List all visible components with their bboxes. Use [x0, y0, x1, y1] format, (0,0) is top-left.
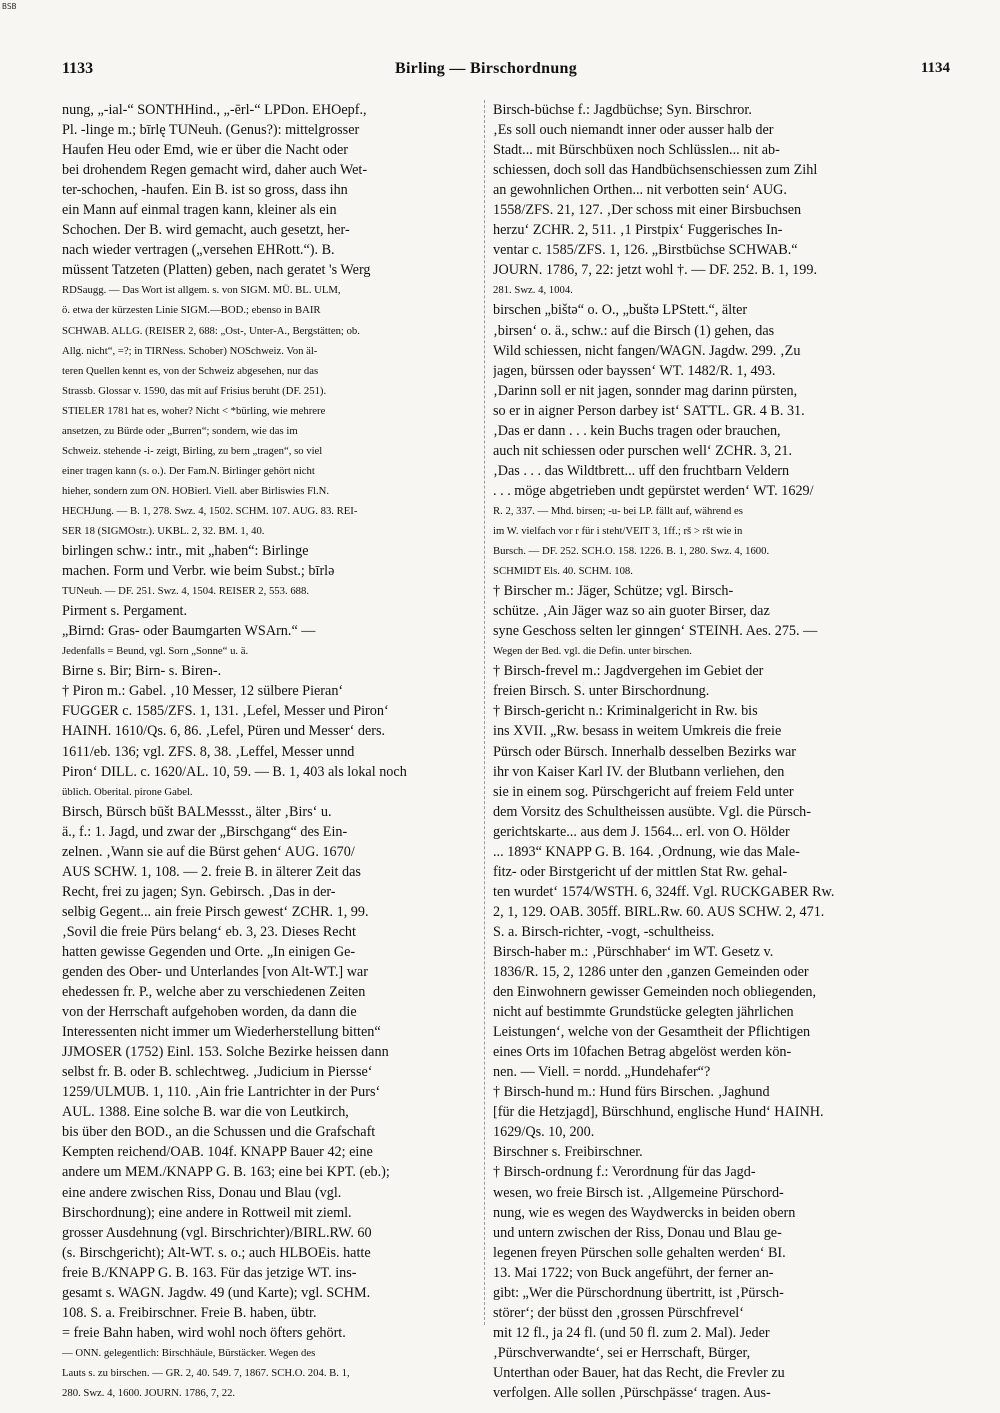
text-line: 1558/ZFS. 21, 127. ‚Der schoss mit einer Birsbuchsen — [493, 202, 802, 219]
text-line: ‚Es soll ouch niemandt inner oder ausser halb der — [493, 122, 774, 139]
text-line: ihr von Kaiser Karl IV. der Blutbann verliehen, den — [493, 763, 785, 780]
text-line: ‚birsen‘ o. ä., schw.: auf die Birsch (1) gehen, das — [493, 322, 775, 339]
text-line: ins XVII. „Rw. besass in weitem Umkreis die freie — [493, 723, 782, 740]
text-line: sie in einem sog. Pürschgericht auf freiem Feld unter — [493, 783, 794, 800]
text-line: genden des Ober- und Unterlandes [von Alt-WT.] war — [62, 964, 368, 981]
text-line: Pl. -linge m.; bīrlę TUNeuh. (Genus?): mittelgrosser — [62, 122, 360, 139]
text-line: 108. S. a. Freibirschner. Freie B. haben, übtr. — [62, 1304, 317, 1321]
text-line: wesen, wo freie Birsch ist. ‚Allgemeine Pürschord- — [493, 1184, 784, 1201]
text-line: den Einwohnern gewisser Gemeinden noch obliegenden, — [493, 984, 817, 1001]
text-line: Wegen der Bed. vgl. die Defin. unter birschen. — [493, 645, 692, 658]
text-line: nach wieder vertragen („versehen EHRott.“). B. — [62, 242, 335, 259]
text-line: 1611/eb. 136; vgl. ZFS. 8, 38. ‚Leffel, Messer unnd — [62, 743, 355, 760]
right-page-number: 1134 — [920, 60, 950, 76]
text-line: ‚Das . . . das Wildtbrett... uff den fruchtbarn Veldern — [493, 462, 790, 479]
text-line: teren Quellen kennt es, von der Schweiz abgesehen, nur das — [62, 364, 319, 377]
text-line: nicht auf bestimmte Grundstücke gelegten jährlichen — [493, 1004, 794, 1021]
text-line: (s. Birschgericht); Alt-WT. s. o.; auch HLBOEis. hatte — [62, 1244, 371, 1261]
text-line: dem Vorsitz des Schultheissen ausübte. Vgl. die Pürsch- — [493, 803, 812, 820]
text-line: Birschner s. Freibirschner. — [493, 1144, 643, 1161]
text-line: schiessen, doch soll das Handbüchsenschiessen zum Zihl — [493, 162, 818, 179]
text-line: [für die Hetzjagd], Bürschhund, englische Hund‘ HAINH. — [493, 1104, 824, 1121]
right-column — [493, 100, 910, 1403]
text-line: störer‘; der büsst den ‚grossen Pürschfrevel‘ — [493, 1304, 744, 1321]
library-stamp: BSB — [2, 2, 17, 11]
text-line: „Birnd: Gras- oder Baumgarten WSArn.“ — — [62, 623, 316, 640]
text-line: zelnen. ‚Wann sie auf die Bürst gehen‘ AUG. 1670/ — [62, 843, 355, 860]
text-line: Stadt... mit Bürschbüxen noch Schlüsslen... nit ab- — [493, 142, 780, 159]
text-line: ter-schochen, -haufen. Ein B. ist so gross, dass ihn — [62, 182, 348, 199]
text-line: Schweiz. stehende -i- zeigt, Birling, zu bern „tragen“, so viel — [62, 444, 323, 457]
text-line: Kempten reichend/OAB. 104f. KNAPP Bauer 42; eine — [62, 1144, 373, 1161]
text-line: R. 2, 337. — Mhd. birsen; -u- bei LP. fällt auf, während es — [493, 504, 743, 517]
text-line: 1629/Qs. 10, 200. — [493, 1124, 595, 1141]
text-line: Birsch-büchse f.: Jagdbüchse; Syn. Birschror. — [493, 102, 752, 118]
text-line: mit 12 fl., ja 24 fl. (und 50 fl. zum 2. Mal). Jeder — [493, 1324, 770, 1341]
text-line: Jedenfalls = Beund, vgl. Sorn „Sonne“ u. ä. — [62, 645, 249, 658]
text-line: † Birscher m.: Jäger, Schütze; vgl. Birsch- — [493, 583, 734, 600]
text-line: Bursch. — DF. 252. SCH.O. 158. 1226. B. 1, 280. Swz. 4, 1600. — [493, 545, 770, 558]
text-line: ö. etwa der kürzesten Linie SIGM.—BOD.; ebenso in BAIR — [62, 304, 321, 317]
text-line: Haufen Heu oder Emd, wie er über die Nacht oder — [62, 142, 348, 159]
text-line: Pirment s. Pergament. — [62, 603, 188, 620]
text-line: machen. Form und Verbr. wie beim Subst.; bīrlə — [62, 563, 335, 580]
text-line: Unterthan oder Bauer, hat das Recht, die Frevler zu — [493, 1364, 785, 1381]
text-line: JJMOSER (1752) Einl. 153. Solche Bezirke heissen dann — [62, 1044, 389, 1061]
text-line: eines Orts im 10fachen Betrag abgelöst werden kön- — [493, 1044, 792, 1061]
text-line: HECHJung. — B. 1, 278. Swz. 4, 1502. SCHM. 107. AUG. 83. REI- — [62, 504, 358, 517]
text-line: ventar c. 1585/ZFS. 1, 126. „Birstbüchse SCHWAB.“ — [493, 242, 798, 259]
text-line: üblich. Oberital. pirone Gabel. — [62, 785, 193, 798]
text-line: Pürsch oder Bürsch. Innerhalb desselben Bezirks war — [493, 743, 796, 760]
text-line: birlingen schw.: intr., mit „haben“: Birlinge — [62, 543, 309, 560]
text-line: gesamt s. WAGN. Jagdw. 49 (und Karte); vgl. SCHM. — [62, 1284, 371, 1301]
text-line: ‚Das er dann . . . kein Buchs tragen oder brauchen, — [493, 422, 781, 439]
text-line: grosser Ausdehnung (vgl. Birschrichter)/BIRL.RW. 60 — [62, 1224, 372, 1241]
text-line: Strassb. Glossar v. 1590, das mit auf Frisius beruht (DF. 251). — [62, 384, 327, 397]
text-line: 281. Swz. 4, 1004. — [493, 284, 573, 297]
text-line: SCHMIDT Els. 40. SCHM. 108. — [493, 565, 633, 578]
text-line: JOURN. 1786, 7, 22: jetzt wohl †. — DF. 252. B. 1, 199. — [493, 262, 817, 279]
text-line: † Birsch-hund m.: Hund fürs Birschen. ‚Jaghund — [493, 1084, 770, 1101]
text-line: legenen freyen Pürschen solle gehalten werden‘ BI. — [493, 1244, 786, 1261]
text-line: müssent Tatzeten (Platten) geben, nach geratet 's Werg — [62, 262, 371, 279]
left-page-number: 1133 — [62, 60, 94, 77]
text-line: † Piron m.: Gabel. ‚10 Messer, 12 sülbere Pieran‘ — [62, 683, 344, 700]
text-line: Lauts s. zu birschen. — GR. 2, 40. 549. 7, 1867. SCH.O. 204. B. 1, — [62, 1366, 350, 1379]
text-line: bis über den BOD., an die Schussen und die Grafschaft — [62, 1124, 376, 1141]
text-line: Birsch, Bürsch būšt BALMessst., älter ‚Birs‘ u. — [62, 803, 332, 820]
text-line: Birschordnung); eine andere in Rottweil mit zieml. — [62, 1204, 352, 1221]
text-line: 1259/ULMUB. 1, 110. ‚Ain frie Lantrichter in der Purs‘ — [62, 1084, 381, 1101]
text-line: selbst fr. B. oder B. schlechtweg. ‚Judicium in Piersse‘ — [62, 1064, 373, 1081]
text-line: ‚Pürschverwandte‘, sei er Herrschaft, Bürger, — [493, 1344, 751, 1361]
text-line: . . . möge abgetrieben undt gepürstet werden‘ WT. 1629/ — [493, 482, 814, 499]
text-line: nung, wie es wegen des Waydwercks in beiden obern — [493, 1204, 796, 1221]
text-line: 280. Swz. 4, 1600. JOURN. 1786, 7, 22. — [62, 1387, 236, 1399]
text-line: Interessenten nicht immer um Wiederherstellung bitten“ — [62, 1024, 381, 1041]
text-line: 1836/R. 15, 2, 1286 unter den ‚ganzen Gemeinden oder — [493, 964, 809, 981]
text-line: 2, 1, 129. OAB. 305ff. BIRL.Rw. 60. AUS SCHW. 2, 471. — [493, 903, 825, 920]
text-line: hatten gewisse Gegenden und Orte. „In einigen Ge- — [62, 943, 356, 960]
text-line: Leistungen‘, welche von der Gesamtheit der Pflichtigen — [493, 1024, 811, 1041]
text-line: † Birsch-frevel m.: Jagdvergehen im Gebiet der — [493, 663, 764, 680]
text-line: ‚Darinn soll er nit jagen, sonnder mag darinn pürsten, — [493, 382, 798, 399]
text-line: von der Herrschaft aufgehoben worden, da dann die — [62, 1004, 357, 1021]
text-line: verfolgen. Alle sollen ‚Pürschpässe‘ tragen. Aus- — [493, 1385, 771, 1401]
text-line: fitz- oder Birstgericht uf der mittlen Stat Rw. gehal- — [493, 863, 788, 880]
text-line: = freie Bahn haben, wird wohl noch öfters gehört. — [62, 1324, 346, 1341]
text-line: eine andere zwischen Riss, Donau und Blau (vgl. — [62, 1184, 342, 1201]
text-line: RDSaugg. — Das Wort ist allgem. s. von SIGM. MÜ. BL. ULM, — [62, 284, 341, 297]
text-line: SCHWAB. ALLG. (REISER 2, 688: „Ost-, Unter-A., Bergstätten; ob. — [62, 324, 360, 337]
text-line: FUGGER c. 1585/ZFS. 1, 131. ‚Lefel, Messer und Piron‘ — [62, 703, 389, 720]
text-line: freie B./KNAPP G. B. 163. Für das jetzige WT. ins- — [62, 1264, 357, 1281]
text-line: ein Mann auf einmal tragen kann, kleiner als ein — [62, 202, 337, 219]
text-line: AUS SCHW. 1, 108. — 2. freie B. in älterer Zeit das — [62, 863, 361, 880]
text-line: Birne s. Bir; Birn- s. Biren-. — [62, 663, 222, 680]
page-header — [62, 60, 950, 88]
text-line: AUL. 1388. Eine solche B. war die von Leutkirch, — [62, 1104, 349, 1121]
text-line: im W. vielfach vor r für i steht/VEIT 3, 1ff.; rš > ršt wie in — [493, 524, 743, 537]
text-line: auch nit schiessen oder purschen well‘ ZCHR. 3, 21. — [493, 442, 793, 459]
text-line: an gewohnlichen Orthen... nit verbotten sein‘ AUG. — [493, 182, 787, 199]
text-line: TUNeuh. — DF. 251. Swz. 4, 1504. REISER 2, 553. 688. — [62, 585, 310, 598]
text-line: STIELER 1781 hat es, woher? Nicht < *bürling, wie mehrere — [62, 404, 326, 417]
text-line: gerichtskarte... aus dem J. 1564... erl. von O. Hölder — [493, 823, 790, 840]
text-line: ... 1893“ KNAPP G. B. 164. ‚Ordnung, wie das Male- — [493, 843, 800, 860]
text-line: ‚Sovil die freie Pürs belang‘ eb. 3, 23. Dieses Recht — [62, 923, 356, 940]
text-line: Schochen. Der B. wird gemacht, auch gesetzt, her- — [62, 222, 350, 239]
text-line: hieher, sondern zum ON. HOBierl. Viell. aber Birliswies Fl.N. — [62, 484, 330, 497]
text-line: bei drohendem Regen gemacht wird, daher auch Wet- — [62, 162, 368, 179]
text-line: Piron‘ DILL. c. 1620/AL. 10, 59. — B. 1, 403 als lokal noch — [62, 763, 407, 780]
text-line: gibt: „Wer die Pürschordnung übertritt, ist ‚Pürsch- — [493, 1284, 784, 1301]
text-line: nung, „-ial-“ SONTHHind., „-ērl-“ LPDon. EHOepf., — [62, 102, 367, 118]
text-line: ehedessen fr. P., welche aber zu verschiedenen Zeiten — [62, 984, 366, 1001]
left-column — [62, 100, 477, 1403]
text-line: ä., f.: 1. Jagd, und zwar der „Birschgang“ des Ein- — [62, 823, 348, 840]
text-line: † Birsch-ordnung f.: Verordnung für das Jagd- — [493, 1164, 756, 1181]
text-line: und untern zwischen der Riss, Donau und Blau ge- — [493, 1224, 782, 1241]
text-line: birschen „bištə“ o. O., „buštə LPStett.“, älter — [493, 302, 748, 319]
text-line: — ONN. gelegentlich: Birschhäule, Bürstäcker. Wegen des — [62, 1346, 316, 1359]
text-line: ten wurdet‘ 1574/WSTH. 6, 324ff. Vgl. RUCKGABER Rw. — [493, 883, 835, 900]
text-line: SER 18 (SIGMOstr.). UKBL. 2, 32. BM. 1, 40. — [62, 524, 265, 537]
text-line: 13. Mai 1722; von Buck angeführt, der ferner an- — [493, 1264, 774, 1281]
text-line: freien Birsch. S. unter Birschordnung. — [493, 683, 710, 700]
text-line: Birsch-haber m.: ‚Pürschhaber‘ im WT. Gesetz v. — [493, 943, 774, 960]
running-title: Birling — Birschordnung — [394, 60, 578, 77]
text-line: schütze. ‚Ain Jäger waz so ain guoter Birser, daz — [493, 603, 770, 620]
text-line: Recht, frei zu jagen; Syn. Gebirsch. ‚Das in der- — [62, 883, 336, 900]
text-line: selbig Gegent... ain freie Pirsch gewest‘ ZCHR. 1, 99. — [62, 903, 369, 920]
text-line: herzu‘ ZCHR. 2, 511. ‚1 Pirstpix‘ Fuggerisches In- — [493, 222, 783, 239]
text-line: † Birsch-gericht n.: Kriminalgericht in Rw. bis — [493, 703, 758, 720]
text-line: S. a. Birsch-richter, -vogt, -schultheiss. — [493, 923, 715, 940]
text-line: einer tragen kann (s. o.). Der Fam.N. Birlinger gehört nicht — [62, 464, 315, 477]
text-line: syne Geschoss selten ler ginngen‘ STEINH. Aes. 275. — — [493, 623, 818, 640]
text-line: jagen, bürssen oder bayssen‘ WT. 1482/R. 1, 493. — [493, 362, 776, 379]
text-line: HAINH. 1610/Qs. 6, 86. ‚Lefel, Püren und Messer‘ ders. — [62, 723, 386, 740]
text-line: andere um MEM./KNAPP G. B. 163; eine bei KPT. (eb.); — [62, 1164, 390, 1181]
text-line: Allg. nicht“, =?; in TIRNess. Schober) NOSchweiz. Von äl- — [62, 344, 318, 357]
column-divider — [484, 100, 485, 1325]
text-line: so er in aigner Person darbey ist‘ SATTL. GR. 4 B. 31. — [493, 402, 805, 419]
text-line: nen. — Viell. = nordd. „Hundehafer“? — [493, 1064, 711, 1081]
text-line: Wild schiessen, nicht fangen/WAGN. Jagdw. 299. ‚Zu — [493, 342, 801, 359]
text-line: ansetzen, zu Bürde oder „Burren“; sondern, wie das im — [62, 424, 298, 437]
